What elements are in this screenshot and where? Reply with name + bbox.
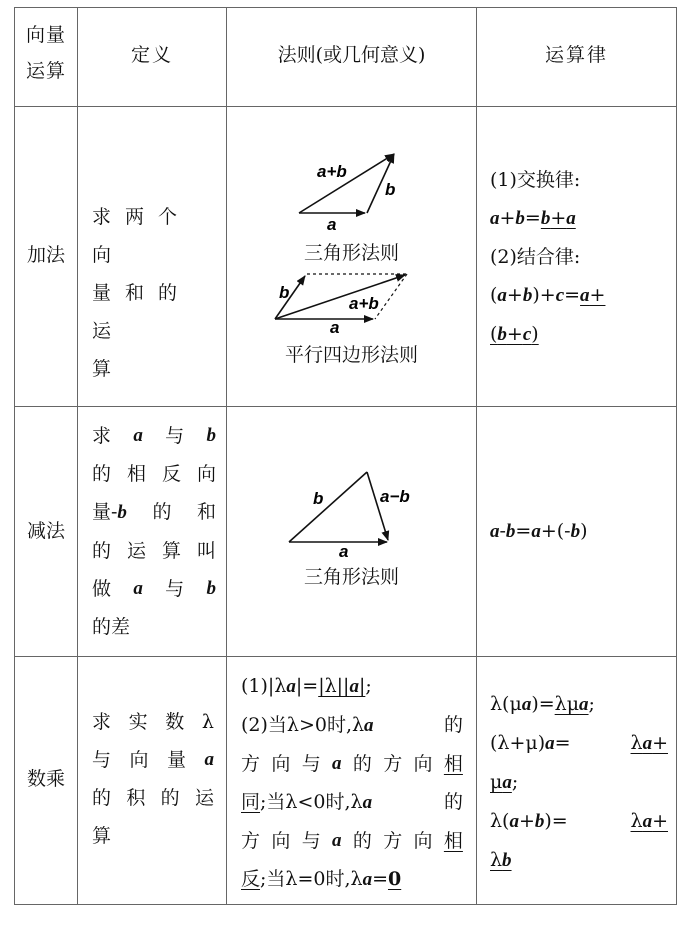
row-mul-definition: 求 实 数 λ 与 向 量 a 的 积 的 运 算 bbox=[92, 711, 214, 847]
label-a-sub: a bbox=[339, 542, 349, 561]
row-add-name: 加法 bbox=[26, 244, 65, 266]
header-rule: 法则(或几何意义) bbox=[277, 44, 426, 66]
label-b: b bbox=[385, 180, 396, 199]
caption-parallelogram-add: 平行四边形法则 bbox=[284, 344, 418, 366]
row-add-definition: 求两个向 量和的运 算 bbox=[92, 206, 192, 380]
vector-sum-arrow-para bbox=[275, 275, 405, 319]
row-sub-law: a-b=a+(-b) bbox=[490, 520, 588, 542]
caption-triangle-add: 三角形法则 bbox=[303, 242, 399, 264]
label-a-para: a bbox=[330, 318, 340, 337]
vector-a-minus-b-arrow bbox=[367, 472, 388, 540]
label-b-para: b bbox=[279, 283, 290, 302]
triangle-rule-add bbox=[299, 154, 395, 234]
parallelogram-rule-add bbox=[275, 274, 407, 337]
header-operation-text: 向量运算 bbox=[25, 24, 66, 82]
label-a-plus-b-para: a+b bbox=[349, 294, 379, 313]
parallelogram-right-dashed bbox=[375, 274, 407, 319]
header-laws: 运算律 bbox=[544, 44, 608, 66]
vector-b-line-sub bbox=[289, 472, 367, 542]
label-a-minus-b: a−b bbox=[380, 487, 410, 506]
header-operation bbox=[18, 17, 74, 89]
row-sub-definition: 求 a 与 b 的 相 反 向 量-b 的 和 的 运 算 叫 做 a 与 b 的差 bbox=[92, 425, 216, 638]
label-a-plus-b: a+b bbox=[317, 162, 347, 181]
subtraction-diagram bbox=[227, 407, 477, 657]
row-mul-rule: (1)|λa|=|λ||a|; (2)当λ>0时,λa 的 方 向 与 a 的 方 向 相 同;当λ<0时,λa 的 方 向 与 a 的 方 向 相 反;当λ=0时,λa=0 bbox=[241, 675, 463, 890]
caption-triangle-sub: 三角形法则 bbox=[303, 566, 399, 588]
label-b-sub: b bbox=[313, 489, 324, 508]
header-definition: 定义 bbox=[130, 44, 173, 66]
row-mul-name: 数乘 bbox=[26, 768, 65, 790]
label-a: a bbox=[327, 215, 337, 234]
row-sub-name: 减法 bbox=[26, 520, 65, 542]
row-mul-laws: λ(μa)=λμa; (λ+μ)a= λa+ μa; λ(a+b)= λa+ λb bbox=[490, 693, 668, 871]
row-add-laws: (1)交换律: a+b=b+a (2)结合律: (a+b)+c=a+ (b+c) bbox=[490, 169, 606, 345]
